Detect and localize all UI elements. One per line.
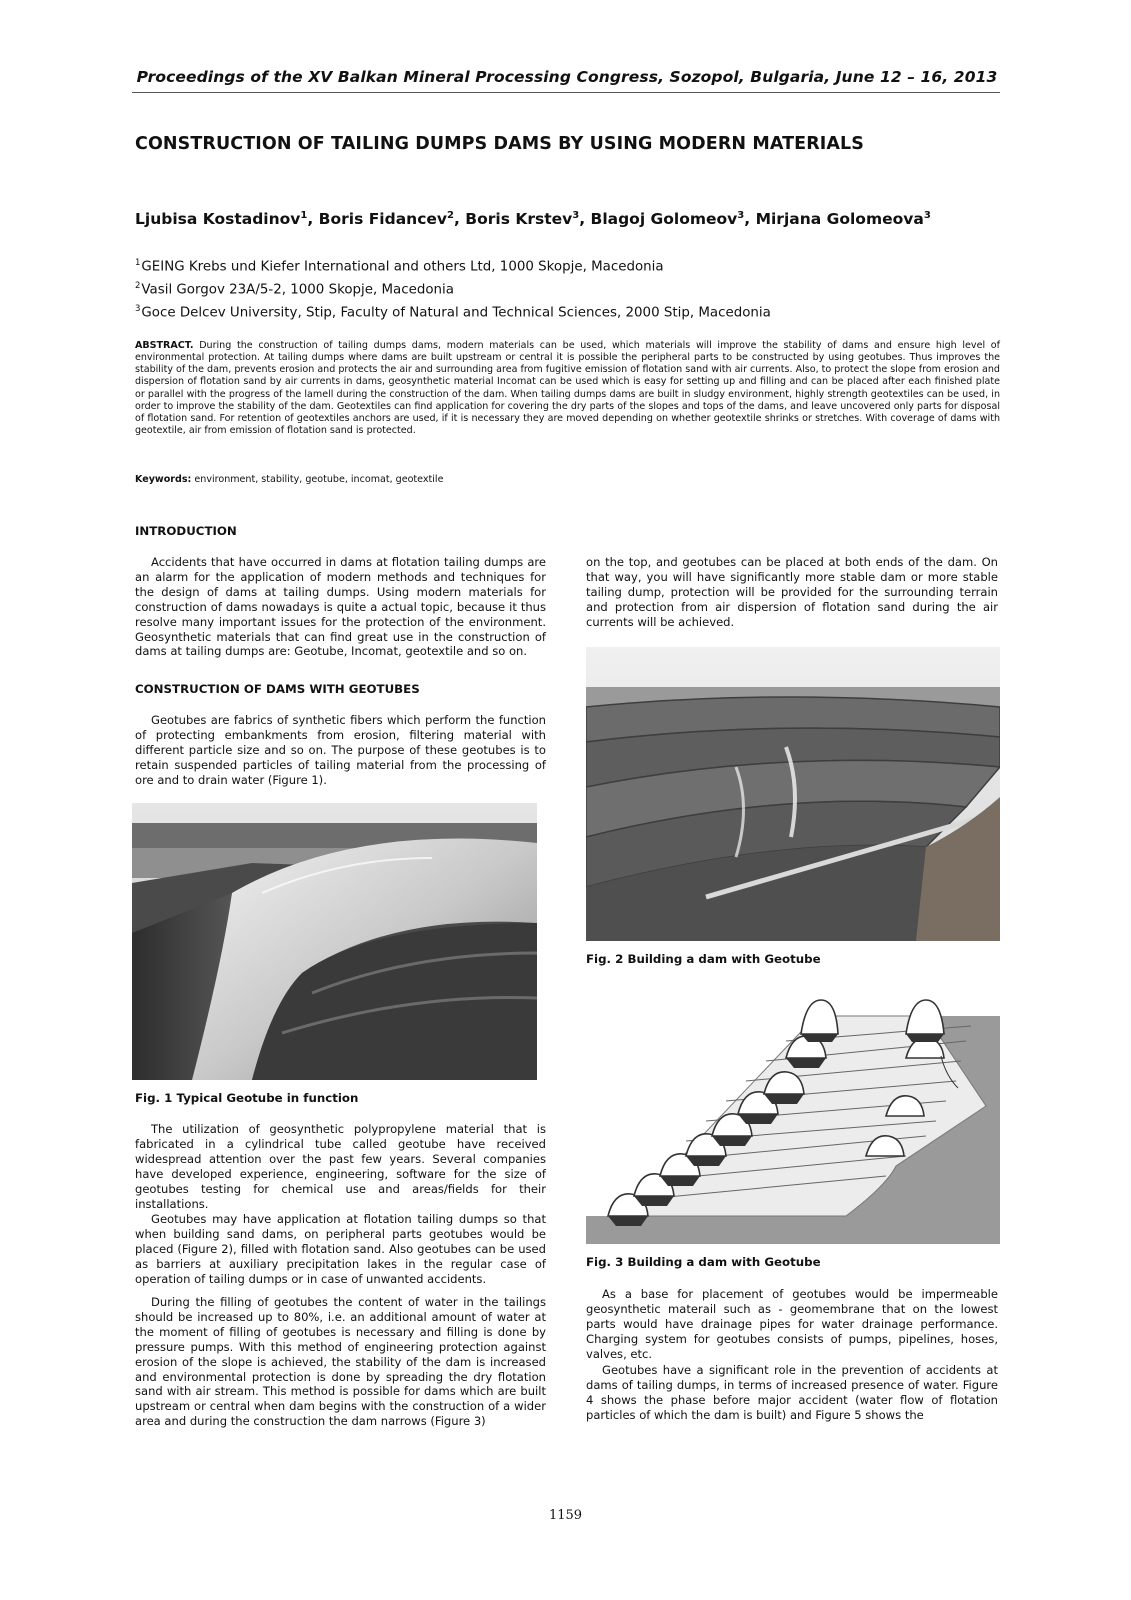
- abstract: [135, 340, 1000, 437]
- author: Mirjana Golomeova$^3$: [755, 210, 931, 229]
- figure-2-caption: Fig. 2 Building a dam with Geotube: [586, 952, 821, 966]
- page-number: 1159: [548, 1508, 583, 1523]
- figure-3-caption: Fig. 3 Building a dam with Geotube: [586, 1255, 821, 1269]
- figure-3-dam-diagram: [586, 996, 1000, 1244]
- abstract-text: During the construction of tailing dumps dams, modern materials can be used, which materials will improve the stability of dams and ensure high level of environmental protection. At tailing dumps where dams are built upstream or central it is possible the peripheral parts to be constructed by using geotubes. Thus improves the stability of the dam, prevents erosion and protects the air and surrounding area from fugitive emission of flotation sand with air currents. Also, to protect the slope from erosion and dispersion of flotation sand by air currents in dams, geosynthetic material Incomat can be used which is easy for setting up and filling and can be placed after each finished plate or parallel with the progress of the lamell during the construction of the dam. When tailing dumps dams are built in sludgy environment, highly strength geotextiles can be used, in order to improve the stability of the dam. Geotextiles can find application for covering the dry parts of the slopes and tops of the dams, and leave uncovered only parts for disposal of flotation sand. For retention of geotextiles anchors are used, if it is necessary they are moved depending on whether geotextile shrinks or stretches. With coverage of dams with geotextile, air from emission of flotation sand is protected.: [135, 340, 1000, 437]
- dam-cross-section-graphic: [586, 996, 1000, 1244]
- author: Boris Krstev$^3$: [465, 210, 580, 229]
- figure-1-geotube-photo: [132, 803, 537, 1080]
- author: Blagoj Golomeov$^3$: [590, 210, 745, 229]
- keywords-text: environment, stability, geotube, incomat, geotextile: [194, 474, 444, 485]
- paragraph: During the filling of geotubes the content of water in the tailings should be increased up to 80%, i.e. an additional amount of water at the moment of filling of geotubes is necessary and filling is done by pressure pumps. With this method of engineering protection against erosion of the slope is achieved, the stability of the dam is increased and environmental protection is done by spreading the dry flotation sand with air stream. This method is possible for dams which are built upstream or central when dam begins with the construction of a wider area and during the construction the dam narrows (Figure 3): [135, 1295, 546, 1429]
- paper-title: CONSTRUCTION OF TAILING DUMPS DAMS BY USING MODERN MATERIALS: [135, 134, 865, 154]
- paragraph: As a base for placement of geotubes would be impermeable geosynthetic materail such as - geomembrane that on the lowest parts would have drainage pipes for water drainage performance. Charging system for geotubes consists of pumps, pipelines, hoses, valves, etc.: [586, 1287, 998, 1361]
- header-rule: [132, 92, 1000, 93]
- author: Boris Fidancev$^2$: [318, 210, 454, 229]
- paragraph: Geotubes have a significant role in the prevention of accidents at dams of tailing dumps, in terms of increased presence of water. Figure 4 shows the phase before major accident (water flow of flotation particles of which the dam is built) and Figure 5 shows the: [586, 1363, 998, 1422]
- running-header: Proceedings of the XV Balkan Mineral Processing Congress, Sozopol, Bulgaria, June 12 – 16, 2013: [136, 68, 998, 86]
- section-heading-geotubes: CONSTRUCTION OF DAMS WITH GEOTUBES: [135, 682, 420, 696]
- keywords: [135, 474, 443, 485]
- paragraph: Geotubes may have application at flotation tailing dumps so that when building sand dams, on peripheral parts geotubes would be placed (Figure 2), filled with flotation sand. Also geotubes can be used as barriers at auxiliary precipitation lakes in the regular case of operation of tailing dumps or in case of unwanted accidents.: [135, 1212, 546, 1286]
- affiliation: $^2$Vasil Gorgov 23A/5-2, 1000 Skopje, Macedonia: [135, 280, 454, 298]
- paragraph: The utilization of geosynthetic polypropylene material that is fabricated in a cylindrical tube called geotube have received widespread attention over the past few years. Several companies have developed experience, engineering, software for the size of geotubes testing for chemical use and areas/fields for their installations.: [135, 1122, 546, 1211]
- paragraph: Accidents that have occurred in dams at flotation tailing dumps are an alarm for the application of modern methods and techniques for the design of dams at tailing dumps. Using modern materials for construction of dams nowadays is quite a actual topic, because it thus resolve many important issues for the protection of the environment. Geosynthetic materials that can find great use in the construction of dams at tailing dumps are: Geotube, Incomat, geotextile and so on.: [135, 555, 546, 659]
- geotube-dam-graphic: [586, 647, 1000, 941]
- geotube-photo-graphic: [132, 803, 537, 1080]
- figure-2-geotube-dam-photo: [586, 647, 1000, 941]
- author-list: Ljubisa Kostadinov$^1$, Boris Fidancev$^2$, Boris Krstev$^3$, Blagoj Golomeov$^3$, Mirjana Golomeova$^3$: [135, 210, 931, 229]
- paragraph: on the top, and geotubes can be placed at both ends of the dam. On that way, you will have significantly more stable dam or more stable tailing dump, protection will be provided for the surrounding terrain and protection from air dispersion of flotation sand during the air currents will be achieved.: [586, 555, 998, 629]
- affiliation: $^1$GEING Krebs und Kiefer International and others Ltd, 1000 Skopje, Macedonia: [135, 258, 664, 275]
- abstract-label: ABSTRACT.: [135, 340, 194, 351]
- figure-1-caption: Fig. 1 Typical Geotube in function: [135, 1091, 359, 1105]
- section-heading-introduction: INTRODUCTION: [135, 524, 237, 538]
- keywords-label: Keywords:: [135, 474, 192, 485]
- author: Ljubisa Kostadinov$^1$: [135, 210, 308, 229]
- affiliation: $^3$Goce Delcev University, Stip, Faculty of Natural and Technical Sciences, 2000 Stip, Macedonia: [135, 303, 771, 320]
- paragraph: Geotubes are fabrics of synthetic fibers which perform the function of protecting embankments from erosion, filtering material with different particle size and so on. The purpose of these geotubes is to retain suspended particles of tailing material from the processing of ore and to drain water (Figure 1).: [135, 713, 546, 787]
- affiliations: [135, 254, 771, 322]
